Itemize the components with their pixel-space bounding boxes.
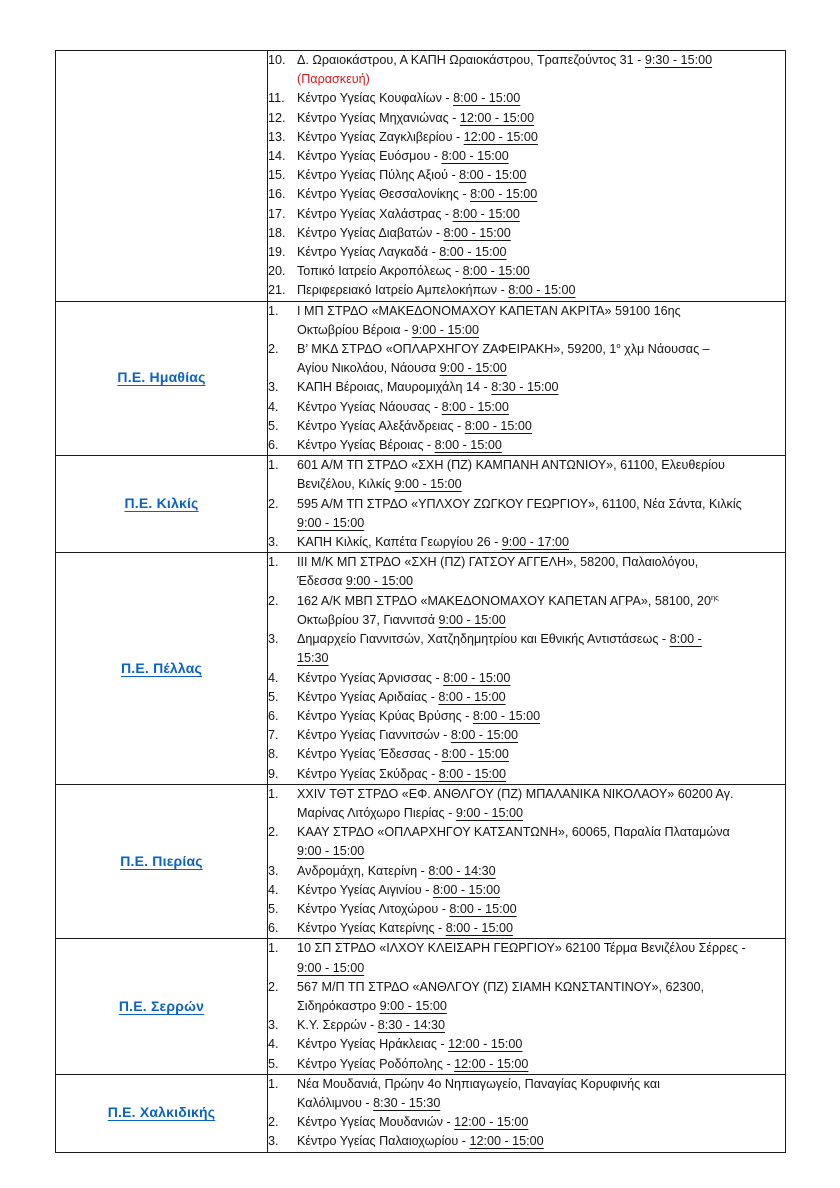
list-item — [268, 919, 785, 938]
hours-text: 8:30 - 15:30 — [373, 1095, 441, 1110]
item-number: 2. — [268, 496, 279, 511]
item-text — [297, 281, 785, 300]
item-number: 12. — [268, 110, 286, 125]
list-item — [268, 745, 785, 764]
region-label-cell — [56, 1074, 268, 1152]
item-number: 14. — [268, 149, 286, 164]
list-item — [268, 378, 785, 397]
hours-text: 8:00 - 15:00 — [472, 708, 541, 723]
table-row — [56, 51, 786, 302]
item-number: 1. — [268, 941, 279, 956]
hours-text: 12:00 - 15:00 — [459, 110, 535, 125]
item-text-segment: Περιφερειακό Ιατρείο Αμπελοκήπων - — [297, 283, 509, 298]
hours-text: 9:00 - 17:00 — [501, 535, 570, 550]
region-label-cell — [56, 784, 268, 939]
item-text — [297, 1016, 785, 1035]
item-text — [297, 745, 785, 764]
item-number: 21. — [268, 283, 286, 298]
list-item — [268, 900, 785, 919]
item-number: 4. — [268, 882, 279, 897]
hours-text: 8:00 - 15:00 — [438, 766, 506, 781]
hours-text: 8:00 - 15:00 — [443, 670, 511, 685]
item-number: 1. — [268, 786, 279, 801]
schedule-table — [55, 50, 786, 1153]
item-text-segment: 601 Α/Μ ΤΠ ΣΤΡΔΟ «ΣΧΗ (ΠΖ) ΚΑΜΠΑΝΗ ΑΝΤΩΝΙΟΥ», 61100, Ελευθερίου — [297, 458, 725, 473]
list-item — [268, 765, 785, 784]
item-text — [297, 1113, 785, 1132]
item-text-segment: Οκτωβρίου Βέροια - — [297, 322, 412, 337]
list-item — [268, 669, 785, 688]
item-text — [297, 205, 785, 224]
item-number: 15. — [268, 168, 286, 183]
item-number: 8. — [268, 747, 279, 762]
hours-text: 8:30 - 14:30 — [377, 1018, 445, 1033]
item-text — [297, 533, 785, 552]
item-text-segment: Κέντρο Υγείας Άρνισσας - — [297, 670, 444, 685]
item-text-segment: Ι ΜΠ ΣΤΡΔΟ «ΜΑΚΕΔΟΝΟΜΑΧΟΥ ΚΑΠΕΤΑΝ ΑΚΡΙΤΑ» 59100 16ης — [297, 303, 681, 318]
hours-text: 8:00 - 15:00 — [438, 689, 506, 704]
hours-text: 8:00 - 15:00 — [450, 728, 519, 743]
hours-text: 8:00 - 15:00 — [452, 206, 520, 221]
list-item — [268, 1035, 785, 1054]
item-text — [297, 224, 785, 243]
hours-text: 8:00 - 15:00 — [462, 264, 530, 279]
item-text-segment: Έδεσσα — [297, 574, 346, 589]
list-item — [268, 553, 785, 591]
item-text — [297, 881, 785, 900]
item-text-segment: Κέντρο Υγείας Ζαγκλιβερίου - — [297, 129, 464, 144]
item-number: 1. — [268, 303, 279, 318]
item-text — [297, 688, 785, 707]
item-text-segment: Κέντρο Υγείας Έδεσσας - — [297, 747, 442, 762]
item-text-segment: Καλόλιμνου - — [297, 1095, 374, 1110]
superscript: ο — [616, 340, 621, 350]
item-number: 7. — [268, 728, 279, 743]
list-item — [268, 495, 785, 533]
region-label: Π.Ε. Κιλκίς — [124, 495, 199, 512]
item-text — [297, 1035, 785, 1054]
item-text-segment: Δ. Ωραιοκάστρου, Α ΚΑΠΗ Ωραιοκάστρου, Τραπεζούντος 31 - — [297, 53, 645, 67]
item-text-segment: Κέντρο Υγείας Λιτοχώρου - — [297, 901, 450, 916]
item-text — [297, 243, 785, 262]
item-text — [297, 1132, 785, 1151]
locations-cell — [268, 553, 786, 784]
list-item — [268, 823, 785, 861]
item-number: 4. — [268, 670, 279, 685]
hours-text: 9:30 - 15:00 — [644, 53, 713, 67]
hours-text: 8:00 - 15:00 — [443, 225, 511, 240]
item-text — [297, 340, 785, 378]
region-label-cell — [56, 456, 268, 553]
item-text — [297, 1075, 785, 1113]
list-item — [268, 243, 785, 262]
item-number: 13. — [268, 129, 286, 144]
hours-text: 8:30 - 15:00 — [491, 380, 559, 395]
item-text-segment: Κέντρο Υγείας Νάουσας - — [297, 399, 442, 414]
hours-text: 8:00 - — [669, 632, 702, 647]
hours-text: 8:00 - 15:00 — [470, 187, 538, 202]
list-item — [268, 862, 785, 881]
item-text — [297, 630, 785, 668]
list-item — [268, 128, 785, 147]
item-text-segment: 162 Α/Κ ΜΒΠ ΣΤΡΔΟ «ΜΑΚΕΔΟΝΟΜΑΧΟΥ ΚΑΠΕΤΑΝ ΑΓΡΑ», 58100, 20 — [297, 593, 711, 608]
item-text — [297, 900, 785, 919]
item-text-segment: Οκτωβρίου 37, Γιαννιτσά — [297, 612, 439, 627]
list-item — [268, 185, 785, 204]
item-text-segment: 567 Μ/Π ΤΠ ΣΤΡΔΟ «ΑΝΘΛΓΟΥ (ΠΖ) ΣΙΑΜΗ ΚΩΝΣΤΑΝΤΙΝΟΥ», 62300, — [297, 979, 705, 994]
item-text — [297, 185, 785, 204]
hours-text: 9:00 - 15:00 — [345, 574, 414, 589]
list-item — [268, 417, 785, 436]
item-text — [297, 919, 785, 938]
item-text-segment: Κέντρο Υγείας Κρύας Βρύσης - — [297, 708, 473, 723]
hours-text: 8:00 - 15:00 — [432, 882, 501, 897]
hours-text: 8:00 - 15:00 — [449, 901, 517, 916]
item-text-segment: Κ.Υ. Σερρών - — [297, 1018, 378, 1033]
item-number: 4. — [268, 1037, 279, 1052]
item-text-segment: Κέντρο Υγείας Μουδανιών - — [297, 1115, 455, 1130]
hours-text: 8:00 - 15:00 — [441, 149, 509, 164]
item-text-segment: Κέντρο Υγείας Ευόσμου - — [297, 149, 442, 164]
item-text-segment: Σιδηρόκαστρο — [297, 998, 380, 1013]
superscript: ης — [710, 592, 719, 602]
table-row — [56, 301, 786, 456]
item-number: 16. — [268, 187, 286, 202]
list-item — [268, 281, 785, 300]
item-text-segment: ΚΑΠΗ Βέροιας, Μαυρομιχάλη 14 - — [297, 380, 492, 395]
region-label-cell — [56, 51, 268, 302]
hours-text: 8:00 - 15:00 — [464, 418, 532, 433]
hours-text: 9:00 - 15:00 — [455, 805, 524, 820]
item-text-segment: Κέντρο Υγείας Αιγινίου - — [297, 882, 433, 897]
hours-text: 12:00 - 15:00 — [469, 1134, 544, 1149]
item-number: 3. — [268, 1018, 279, 1033]
item-text — [297, 785, 785, 823]
schedule-table-body — [56, 51, 786, 1153]
item-number: 10. — [268, 53, 286, 67]
item-number: 5. — [268, 418, 279, 433]
locations-cell — [268, 939, 786, 1074]
list-item — [268, 89, 785, 108]
list-item — [268, 1113, 785, 1132]
item-text — [297, 553, 785, 591]
list-item — [268, 302, 785, 340]
item-number: 18. — [268, 225, 286, 240]
item-text-segment: Τοπικό Ιατρείο Ακροπόλεως - — [297, 264, 463, 279]
list-item — [268, 630, 785, 668]
item-text — [297, 302, 785, 340]
list-item — [268, 785, 785, 823]
hours-text: 8:00 - 15:00 — [453, 91, 521, 106]
hours-text: 9:00 - 15:00 — [297, 960, 365, 975]
item-text — [297, 109, 785, 128]
hours-text: 12:00 - 15:00 — [448, 1037, 523, 1052]
item-number: 5. — [268, 689, 279, 704]
list-item — [268, 533, 785, 552]
item-text — [297, 166, 785, 185]
item-text — [297, 726, 785, 745]
item-number: 3. — [268, 380, 279, 395]
item-number: 19. — [268, 245, 286, 260]
hours-text: 9:00 - 15:00 — [411, 322, 479, 337]
list-item — [268, 707, 785, 726]
list-item — [268, 688, 785, 707]
item-number: 6. — [268, 921, 279, 936]
item-text — [297, 939, 785, 977]
region-label-cell — [56, 939, 268, 1074]
list-item — [268, 978, 785, 1016]
item-text — [297, 51, 785, 89]
item-text — [297, 417, 785, 436]
item-text — [297, 669, 785, 688]
list-item — [268, 224, 785, 243]
item-text-segment: Βενιζέλου, Κιλκίς — [297, 477, 395, 492]
item-text-segment: Κέντρο Υγείας Λαγκαδά - — [297, 245, 440, 260]
list-item — [268, 939, 785, 977]
item-number: 5. — [268, 1056, 279, 1071]
item-text-segment: Κέντρο Υγείας Μηχανιώνας - — [297, 110, 460, 125]
item-text — [297, 592, 785, 630]
region-label-cell — [56, 553, 268, 784]
list-item — [268, 166, 785, 185]
item-number: 3. — [268, 1134, 279, 1149]
item-number: 1. — [268, 1076, 279, 1091]
item-text — [297, 436, 785, 455]
item-text-segment: ΙΙΙ Μ/Κ ΜΠ ΣΤΡΔΟ «ΣΧΗ (ΠΖ) ΓΑΤΣΟΥ ΑΓΓΕΛΗ», 58200, Παλαιολόγου, — [297, 555, 699, 570]
item-number: 2. — [268, 342, 279, 357]
item-text — [297, 128, 785, 147]
table-row — [56, 553, 786, 784]
list-item — [268, 340, 785, 378]
item-number: 6. — [268, 708, 279, 723]
list-item — [268, 51, 785, 89]
item-text-segment: Κέντρο Υγείας Κουφαλίων - — [297, 91, 454, 106]
item-text-segment: Κέντρο Υγείας Κατερίνης - — [297, 921, 446, 936]
hours-text: 8:00 - 15:00 — [508, 283, 576, 298]
list-item — [268, 1055, 785, 1074]
item-number: 9. — [268, 766, 279, 781]
hours-text: 8:00 - 15:00 — [441, 399, 509, 414]
item-text-segment: ΚΑΑΥ ΣΤΡΔΟ «ΟΠΛΑΡΧΗΓΟΥ ΚΑΤΣΑΝΤΩΝΗ», 60065, Παραλία Πλαταμώνα — [297, 825, 730, 840]
hours-text: 8:00 - 15:00 — [445, 921, 513, 936]
table-row — [56, 1074, 786, 1152]
item-text-segment: Κέντρο Υγείας Χαλάστρας - — [297, 206, 453, 221]
locations-cell — [268, 51, 786, 302]
item-text — [297, 456, 785, 494]
item-number: 17. — [268, 206, 286, 221]
table-row — [56, 784, 786, 939]
locations-cell — [268, 784, 786, 939]
hours-text: 9:00 - 15:00 — [379, 998, 447, 1013]
item-text — [297, 147, 785, 166]
item-number: 3. — [268, 863, 279, 878]
list-item — [268, 147, 785, 166]
item-text-segment: Κέντρο Υγείας Σκύδρας - — [297, 766, 439, 781]
item-text — [297, 765, 785, 784]
item-text-segment: Κέντρο Υγείας Αριδαίας - — [297, 689, 439, 704]
hours-text: 9:00 - 15:00 — [438, 612, 506, 627]
table-row — [56, 939, 786, 1074]
item-number: 1. — [268, 458, 279, 473]
item-text-segment: Μαρίνας Λιτόχωρο Πιερίας - — [297, 805, 456, 820]
item-text — [297, 862, 785, 881]
item-number: 2. — [268, 1115, 279, 1130]
region-label: Π.Ε. Χαλκιδικής — [107, 1104, 216, 1121]
item-text — [297, 707, 785, 726]
item-text-segment: 595 Α/Μ ΤΠ ΣΤΡΔΟ «ΥΠΛΧΟΥ ΖΩΓΚΟΥ ΓΕΩΡΓΙΟΥ», 61100, Νέα Σάντα, Κιλκίς — [297, 496, 742, 511]
item-number: 2. — [268, 825, 279, 840]
hours-text: 12:00 - 15:00 — [463, 129, 538, 144]
item-text-segment: Κέντρο Υγείας Ηράκλειας - — [297, 1037, 449, 1052]
hours-text: 15:30 — [297, 651, 329, 666]
hours-text: 12:00 - 15:00 — [454, 1115, 529, 1130]
hours-text: 9:00 - 15:00 — [297, 844, 365, 859]
table-row — [56, 456, 786, 553]
item-text-segment: Κέντρο Υγείας Διαβατών - — [297, 225, 444, 240]
item-number: 6. — [268, 438, 279, 453]
locations-cell — [268, 301, 786, 456]
item-number: 2. — [268, 593, 279, 608]
hours-text: 9:00 - 15:00 — [394, 477, 462, 492]
hours-text: 9:00 - 15:00 — [439, 361, 507, 376]
item-text-segment: XXIV ΤΘΤ ΣΤΡΔΟ «ΕΦ. ΑΝΘΛΓΟΥ (ΠΖ) ΜΠΑΛΑΝΙΚΑ ΝΙΚΟΛΑΟΥ» 60200 Αγ. — [297, 786, 734, 801]
list-item — [268, 456, 785, 494]
item-text — [297, 823, 785, 861]
item-text-segment: Ανδρομάχη, Κατερίνη - — [297, 863, 429, 878]
item-number: 5. — [268, 901, 279, 916]
item-text-segment: Κέντρο Υγείας Αλεξάνδρειας - — [297, 418, 465, 433]
item-text-segment: Κέντρο Υγείας Παλαιοχωρίου - — [297, 1134, 470, 1149]
item-text — [297, 1055, 785, 1074]
region-label: Π.Ε. Πιερίας — [120, 852, 203, 869]
item-number: 20. — [268, 264, 286, 279]
region-label-cell — [56, 301, 268, 456]
note-red: (Παρασκευή) — [297, 72, 370, 87]
hours-text: 8:00 - 15:00 — [441, 747, 509, 762]
item-text — [297, 978, 785, 1016]
list-item — [268, 726, 785, 745]
hours-text: 8:00 - 15:00 — [439, 245, 507, 260]
locations-cell — [268, 456, 786, 553]
item-text-segment: Αγίου Νικολάου, Νάουσα — [297, 361, 440, 376]
list-item — [268, 1016, 785, 1035]
list-item — [268, 262, 785, 281]
list-item — [268, 1132, 785, 1151]
item-text-segment: ΚΑΠΗ Κιλκίς, Καπέτα Γεωργίου 26 - — [297, 535, 502, 550]
item-text — [297, 495, 785, 533]
list-item — [268, 109, 785, 128]
list-item — [268, 398, 785, 417]
item-text-segment: Κέντρο Υγείας Πύλης Αξιού - — [297, 168, 460, 183]
item-text-segment: χλμ Νάουσας – — [620, 342, 710, 357]
item-text — [297, 89, 785, 108]
item-text — [297, 262, 785, 281]
hours-text: 8:00 - 15:00 — [459, 168, 527, 183]
hours-text: 12:00 - 15:00 — [454, 1056, 529, 1071]
item-number: 4. — [268, 399, 279, 414]
list-item — [268, 1075, 785, 1113]
item-number: 3. — [268, 535, 279, 550]
item-text-segment: Νέα Μουδανιά, Πρώην 4ο Νηπιαγωγείο, Παναγίας Κορυφινής και — [297, 1076, 660, 1091]
hours-text: 8:00 - 15:00 — [434, 438, 502, 453]
item-text — [297, 398, 785, 417]
item-number: 2. — [268, 979, 279, 994]
list-item — [268, 205, 785, 224]
item-number: 11. — [268, 91, 285, 106]
item-number: 1. — [268, 555, 279, 570]
item-text-segment: Κέντρο Υγείας Θεσσαλονίκης - — [297, 187, 471, 202]
item-text-segment: Κέντρο Υγείας Βέροιας - — [297, 438, 435, 453]
item-number: 3. — [268, 632, 279, 647]
item-text-segment: Δημαρχείο Γιαννιτσών, Χατζηδημητρίου και Εθνικής Αντιστάσεως - — [297, 632, 670, 647]
item-text-segment: Κέντρο Υγείας Ροδόπολης - — [297, 1056, 455, 1071]
hours-text: 8:00 - 14:30 — [428, 863, 496, 878]
item-text-segment: Β’ ΜΚΔ ΣΤΡΔΟ «ΟΠΛΑΡΧΗΓΟΥ ΖΑΦΕΙΡΑΚΗ», 59200, 1 — [297, 342, 617, 357]
item-text — [297, 378, 785, 397]
hours-text: 9:00 - 15:00 — [297, 515, 365, 530]
item-text-segment: Κέντρο Υγείας Γιαννιτσών - — [297, 728, 451, 743]
list-item — [268, 881, 785, 900]
list-item — [268, 592, 785, 630]
region-label: Π.Ε. Πέλλας — [120, 659, 203, 676]
region-label: Π.Ε. Ημαθίας — [117, 369, 206, 386]
item-text-segment: 10 ΣΠ ΣΤΡΔΟ «ΙΛΧΟΥ ΚΛΕΙΣΑΡΗ ΓΕΩΡΓΙΟΥ» 62100 Τέρμα Βενιζέλου Σέρρες - — [297, 941, 746, 956]
locations-cell — [268, 1074, 786, 1152]
region-label: Π.Ε. Σερρών — [118, 997, 205, 1014]
list-item — [268, 436, 785, 455]
